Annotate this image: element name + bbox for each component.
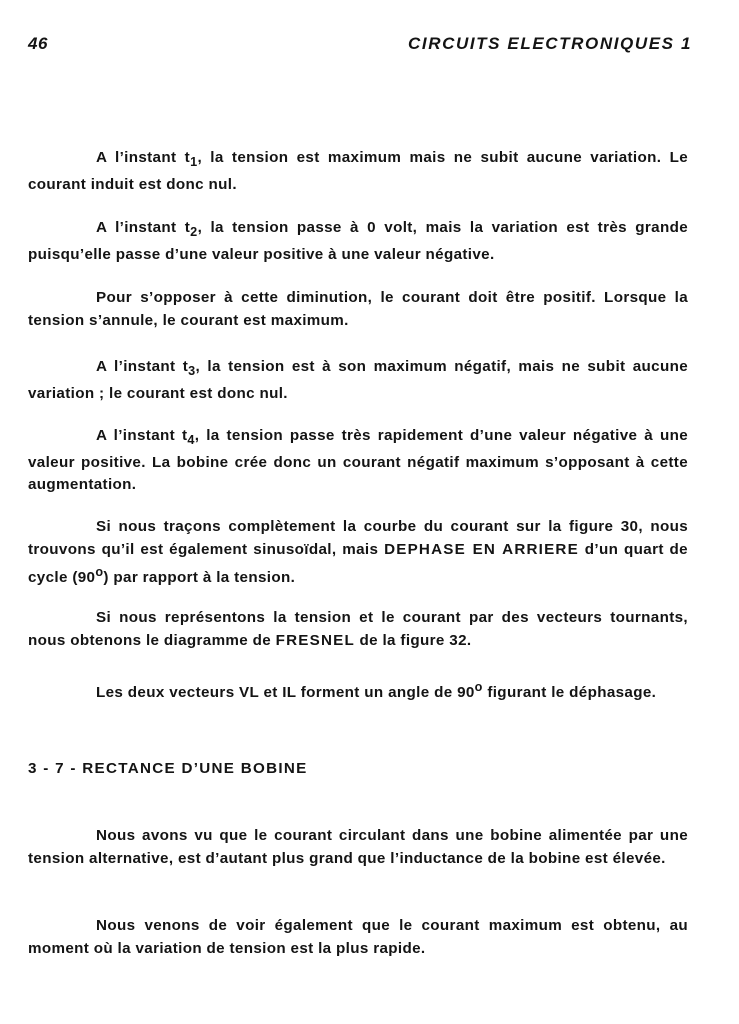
page-body xyxy=(28,147,688,977)
paragraph-9: Nous avons vu que le courant circulant dans une bobine alimentée par une tension alternative, est d’autant plus grand que l’inductance de la bobine est élevée. xyxy=(28,827,688,867)
paragraph-1: A l’instant $t_1$, la tension est maximum mais ne subit aucune variation. Le courant induit est donc nul. xyxy=(28,149,688,193)
section-heading: 3 - 7 - RECTANCE D’UNE BOBINE xyxy=(28,760,308,777)
running-title: CIRCUITS ELECTRONIQUES 1 xyxy=(408,34,692,53)
paragraph-3: Pour s’opposer à cette diminution, le courant doit être positif. Lorsque la tension s’annule, le courant est maximum. xyxy=(28,289,688,329)
paragraph-2: A l’instant $t_2$, la tension passe à 0 volt, mais la variation est très grande puisqu’elle passe d’une valeur positive à une valeur négative. xyxy=(28,219,688,263)
paragraph-4: A l’instant $t_3$, la tension est à son maximum négatif, mais ne subit aucune variation ; le courant est donc nul. xyxy=(28,358,688,402)
paragraph-8: Les deux vecteurs VL et IL forment un angle de 90$^o$ figurant le déphasage. xyxy=(96,680,657,702)
paragraph-5: A l’instant $t_4$, la tension passe très rapidement d’une valeur négative à une valeur positive. La bobine crée donc un courant négatif maximum s’opposant à cette augmentation. xyxy=(28,427,689,494)
emphasis-fresnel: FRESNEL xyxy=(275,631,355,649)
page-number: 46 xyxy=(28,34,48,53)
paragraph-6: Si nous traçons complètement la courbe du courant sur la figure 30, nous trouvons qu’il est également sinusoïdal, mais DEPHASE EN ARRIERE d’un quart de cycle (90$^o$) par rapport à la tension. xyxy=(28,518,688,587)
page-header xyxy=(28,34,692,60)
paragraph-7: Si nous représentons la tension et le courant par des vecteurs tournants, nous obtenons le diagramme de FRESNEL de la figure 32. xyxy=(28,609,688,649)
paragraph-10: Nous venons de voir également que le courant maximum est obtenu, au moment où la variation de tension est la plus rapide. xyxy=(28,917,688,957)
emphasis-dephase: DEPHASE EN ARRIERE xyxy=(384,540,579,558)
